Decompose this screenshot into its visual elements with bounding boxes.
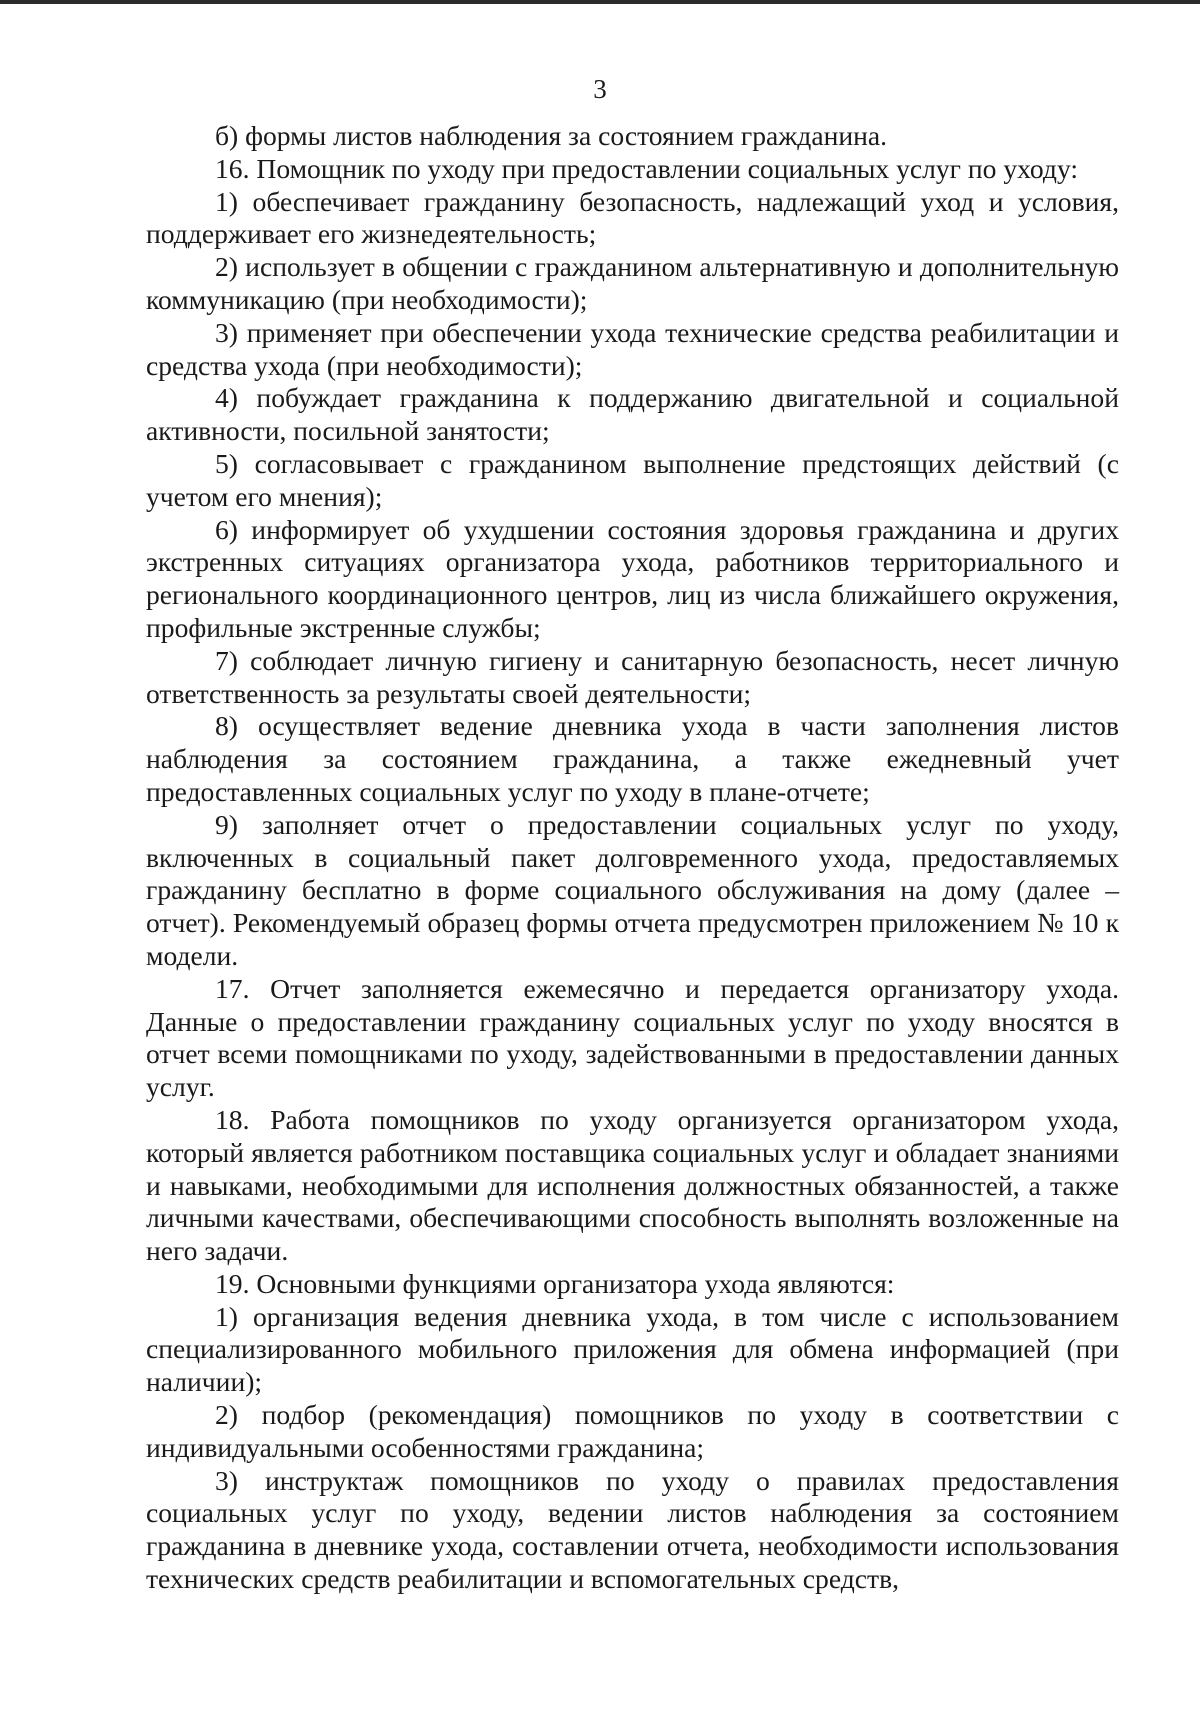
document-body [146, 120, 1119, 1596]
paragraph-17: 17. Отчет заполняется ежемесячно и передается организатору ухода. Данные о предоставлении гражданину социальных услуг по уходу вносятся в отчет всеми помощниками по уходу, задействованными в предоставлении данных услуг. [146, 972, 1119, 1103]
top-border-line [0, 0, 1200, 4]
paragraph-16-6: 6) информирует об ухудшении состояния здоровья гражданина и других экстренных ситуациях организатора ухода, работников территориального и регионального координационного центров, лиц из числа ближайшего окружения, профильные экстренные службы; [146, 513, 1119, 643]
paragraph-16-9: 9) заполняет отчет о предоставлении социальных услуг по уходу, включенных в социальный пакет долговременного ухода, предоставляемых гражданину бесплатно в форме социального обслуживания на дому (далее – отчет). Рекомендуемый образец формы отчета предусмотрен приложением № 10 к модели. [146, 808, 1119, 971]
paragraph-16-8: 8) осуществляет ведение дневника ухода в части заполнения листов наблюдения за состоянием гражданина, а также ежедневный учет предоставленных социальных услуг по уходу в плане-отчете; [146, 710, 1119, 807]
paragraph-19-2: 2) подбор (рекомендация) помощников по уходу в соответствии с индивидуальными особенностями гражданина; [146, 1399, 1119, 1463]
paragraph-19-3: 3) инструктаж помощников по уходу о правилах предоставления социальных услуг по уходу, ведении листов наблюдения за состоянием гражданина в дневнике ухода, составлении отчета, необходимости использования технических средств реабилитации и вспомогательных средств, [146, 1464, 1119, 1595]
paragraph-16-3: 3) применяет при обеспечении ухода технические средства реабилитации и средства ухода (при необходимости); [146, 316, 1119, 381]
page-number: 3 [593, 74, 607, 104]
paragraph-16-2: 2) использует в общении с гражданином альтернативную и дополнительную коммуникацию (при необходимости); [146, 251, 1119, 315]
paragraph-19: 19. Основными функциями организатора ухода являются: [215, 1267, 895, 1299]
paragraph-18: 18. Работа помощников по уходу организуется организатором ухода, который является работником поставщика социальных услуг и обладает знаниями и навыками, необходимыми для исполнения должностных обязанностей, а также личными качествами, обеспечивающими способность выполнять возложенные на него задачи. [146, 1103, 1119, 1267]
paragraph-16-1: 1) обеспечивает гражданину безопасность, надлежащий уход и условия, поддерживает его жизнедеятельность; [146, 185, 1119, 250]
paragraph-16: 16. Помощник по уходу при предоставлении социальных услуг по уходу: [215, 152, 1079, 184]
paragraph-16-5: 5) согласовывает с гражданином выполнение предстоящих действий (с учетом его мнения); [146, 447, 1119, 512]
paragraph-16-4: 4) побуждает гражданина к поддержанию двигательной и социальной активности, посильной занятости; [146, 382, 1119, 447]
paragraph-16-7: 7) соблюдает личную гигиену и санитарную безопасность, несет личную ответственность за результаты своей деятельности; [146, 644, 1119, 709]
paragraph-19-1: 1) организация ведения дневника ухода, в том числе с использованием специализированного мобильного приложения для обмена информацией (при наличии); [146, 1300, 1119, 1398]
paragraph-15-6: б) формы листов наблюдения за состоянием гражданина. [215, 120, 888, 151]
